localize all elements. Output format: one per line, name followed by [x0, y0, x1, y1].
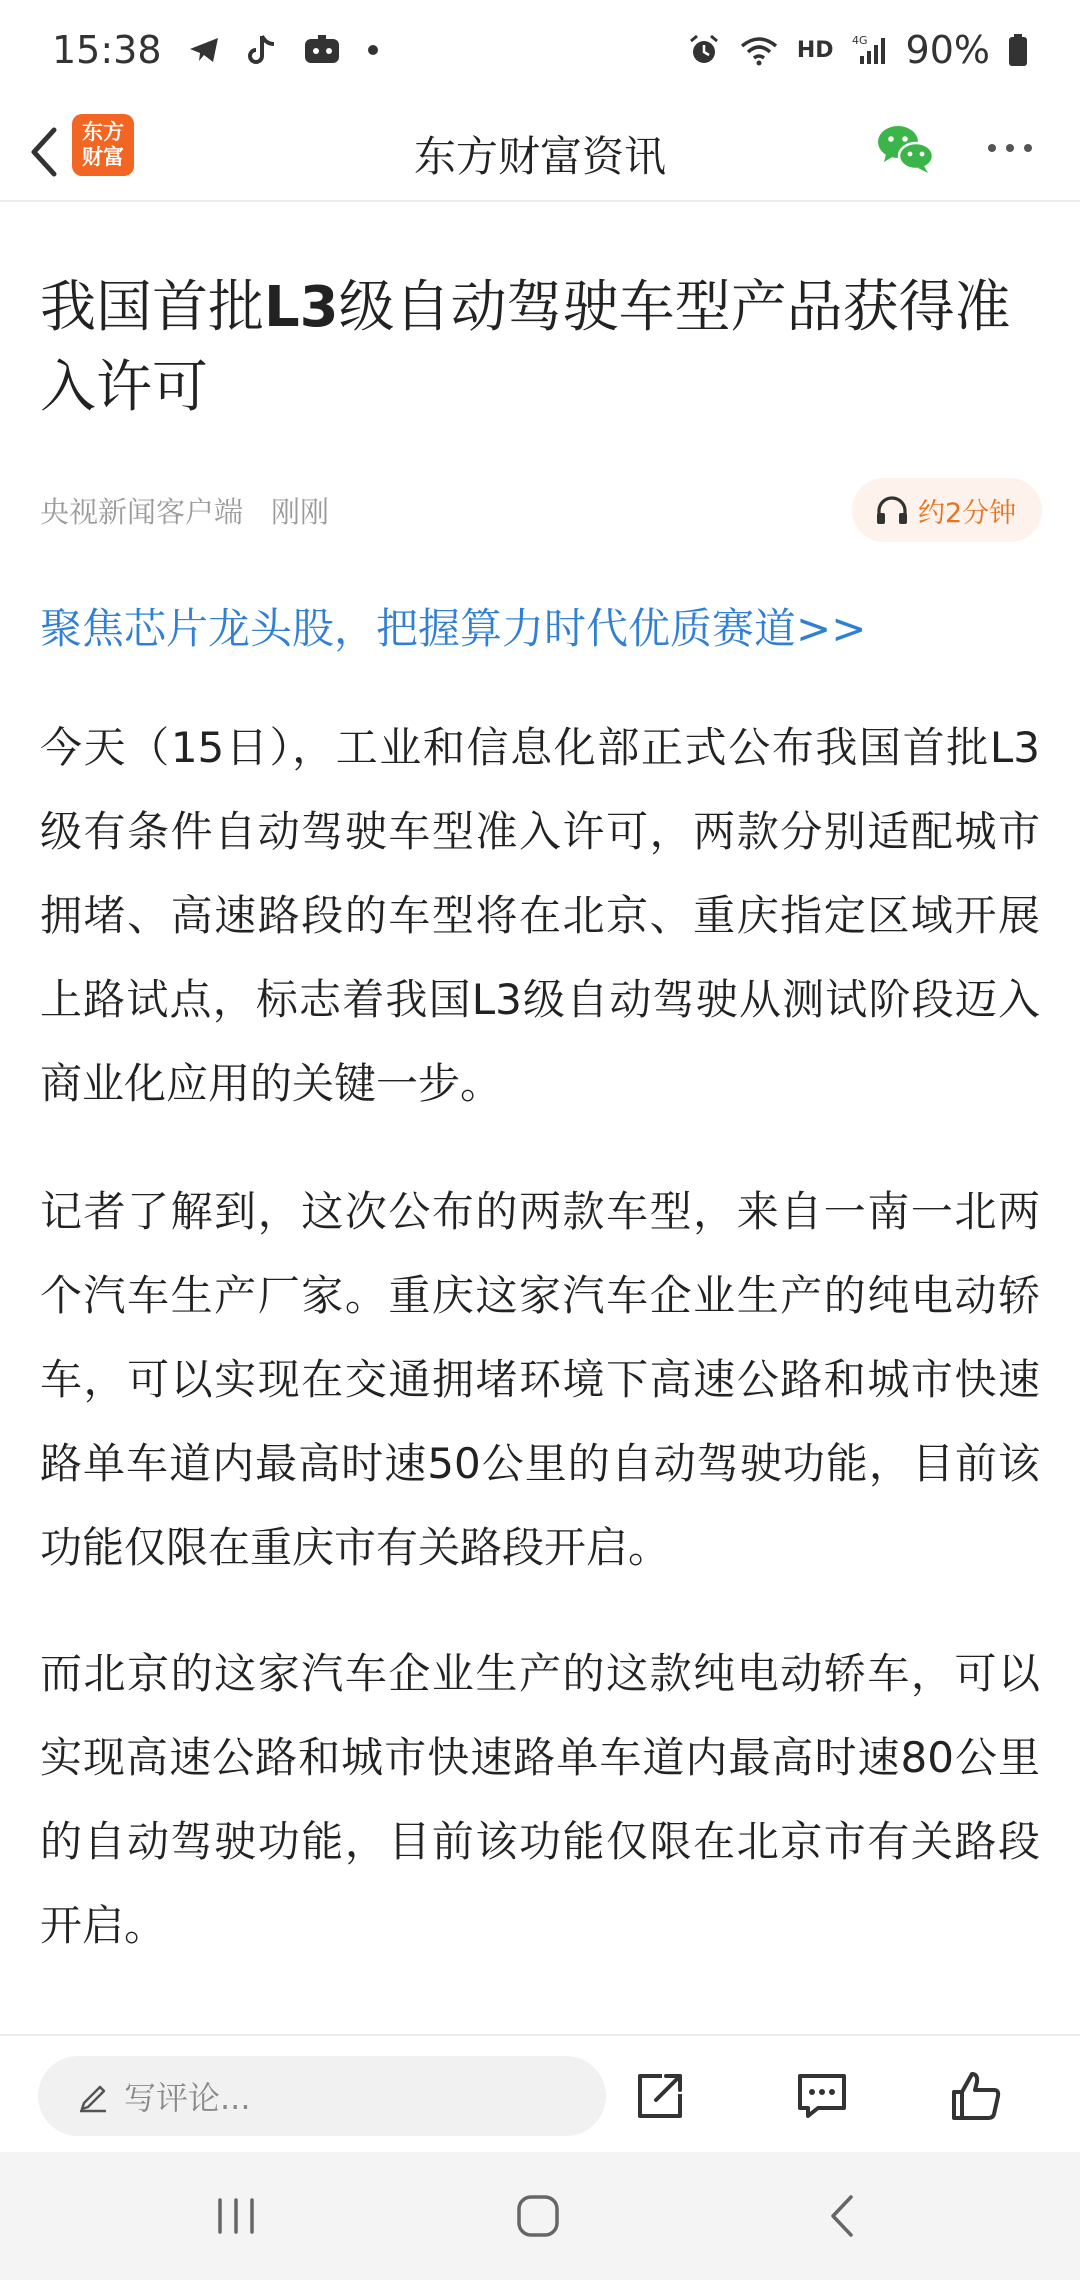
pencil-icon	[76, 2079, 110, 2113]
system-navigation-bar	[0, 2152, 1080, 2280]
title-text-bold: L3	[264, 275, 339, 340]
wechat-icon	[874, 118, 936, 178]
share-button[interactable]	[622, 2058, 698, 2134]
status-left	[52, 28, 378, 72]
page-title: 东方财富资讯	[413, 132, 666, 181]
title-text-1: 我国首批	[40, 275, 264, 340]
article-paragraph: 记者了解到，这次公布的两款车型，来自一南一北两个汽车生产厂家。重庆这家汽车企业生产的纯电动轿车，可以实现在交通拥堵环境下高速公路和城市快速路单车道内最高时速50公里的自动驾驶功能，目前该功能仅限在重庆市有关路段开启。	[40, 1187, 1040, 1572]
article-title	[40, 268, 1040, 428]
game-icon	[302, 33, 342, 67]
wechat-share-button[interactable]	[874, 118, 936, 178]
like-button[interactable]	[938, 2058, 1014, 2134]
app-header	[0, 100, 1080, 202]
telegram-icon	[188, 35, 222, 65]
recent-apps-icon	[214, 2196, 258, 2236]
comment-bubble-icon	[794, 2068, 850, 2124]
article-content	[0, 204, 1080, 2034]
comment-placeholder: 写评论...	[124, 2079, 251, 2117]
share-icon	[632, 2068, 688, 2124]
dot-icon	[1006, 144, 1014, 152]
app-logo-line1: 东方	[82, 120, 124, 144]
alarm-icon	[687, 33, 721, 67]
dot-icon	[988, 144, 996, 152]
network-type-label: HD	[796, 37, 834, 63]
app-logo[interactable]	[72, 114, 134, 176]
back-button[interactable]	[14, 122, 74, 182]
status-bar	[0, 0, 1080, 100]
chevron-left-icon	[26, 126, 62, 178]
status-time: 15:38	[52, 28, 162, 72]
article-paragraph: 而北京的这家汽车企业生产的这款纯电动轿车，可以实现高速公路和城市快速路单车道内最高时速80公里的自动驾驶功能，目前该功能仅限在北京市有关路段开启。	[40, 1649, 1040, 1950]
comment-input[interactable]	[38, 2056, 606, 2136]
listen-audio-button[interactable]	[852, 478, 1042, 542]
recent-apps-button[interactable]	[206, 2186, 266, 2246]
tiktok-icon	[248, 34, 276, 66]
promo-link[interactable]: 聚焦芯片龙头股，把握算力时代优质赛道>>	[40, 604, 867, 653]
home-button[interactable]	[508, 2186, 568, 2246]
comment-bar	[0, 2034, 1080, 2152]
dot-icon	[1024, 144, 1032, 152]
headphones-icon	[874, 494, 910, 526]
battery-percent: 90%	[905, 28, 990, 72]
article-paragraph: 今天（15日），工业和信息化部正式公布我国首批L3级有条件自动驾驶车型准入许可，两款分别适配城市拥堵、高速路段的车型将在北京、重庆指定区域开展上路试点，标志着我国L3级自动驾驶从测试阶段迈入商业化应用的关键一步。	[40, 723, 1040, 1108]
home-icon	[515, 2193, 561, 2239]
title-text-2: 级自动驾驶车型产品获得准入许可	[40, 275, 1011, 420]
wifi-icon	[739, 34, 779, 66]
app-logo-line2: 财富	[82, 145, 124, 169]
more-options-button[interactable]	[980, 128, 1040, 168]
thumbs-up-icon	[948, 2068, 1004, 2124]
signal-icon	[852, 34, 888, 66]
article-meta	[40, 490, 329, 531]
system-back-button[interactable]	[812, 2186, 872, 2246]
chevron-left-icon	[827, 2193, 857, 2239]
comments-button[interactable]	[784, 2058, 860, 2134]
audio-duration: 约2分钟	[918, 497, 1017, 529]
status-right	[687, 28, 1028, 72]
svg-text:4G: 4G	[851, 34, 868, 47]
article-source: 央视新闻客户端	[40, 495, 244, 529]
notification-dot-icon	[368, 45, 378, 55]
battery-icon	[1008, 33, 1028, 67]
article-time: 刚刚	[271, 495, 330, 529]
